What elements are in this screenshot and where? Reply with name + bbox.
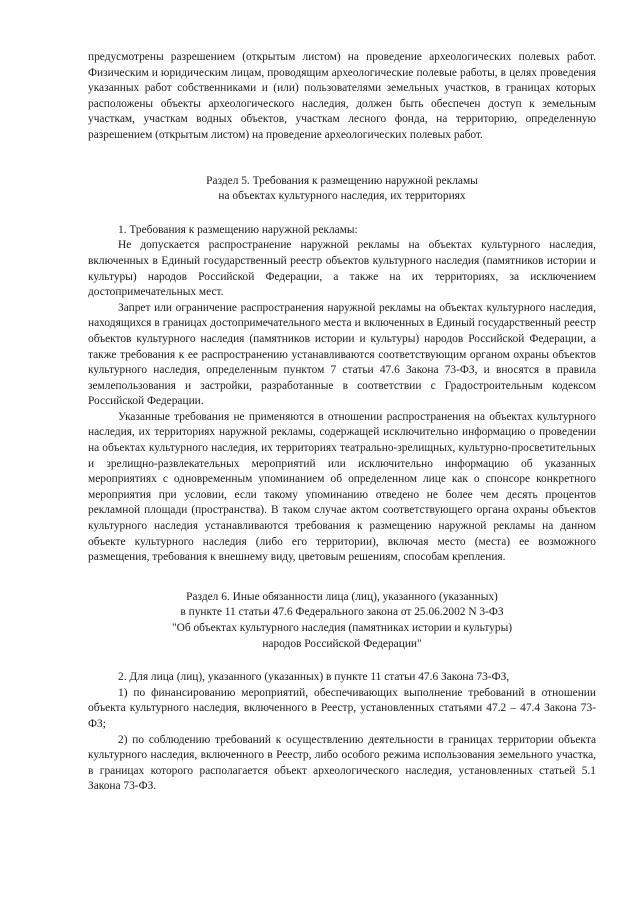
section5-title-line2: на объектах культурного наследия, их территориях	[218, 190, 466, 203]
section6-title-line3: "Об объектах культурного наследия (памятниках истории и культуры)	[171, 622, 513, 634]
intro-paragraph: предусмотрены разрешением (открытым листом) на проведение археологических полевых работ. Физическим и юридическим лицам, проводящим археологические полевые работы, в целях проведения указанных работ собственниками и (или) пользователями земельных участков, в границах которых расположены объекты археологического наследия, должен быть обеспечен доступ к земельным участкам, участкам водных объектов, участкам лесного фонда, на территорию, определенную разрешением (открытым листом) на проведение археологических полевых работ.	[88, 51, 596, 141]
section6-title-line2: в пункте 11 статьи 47.6 Федерального закона от 25.06.2002 N 3-ФЗ	[180, 606, 504, 619]
section6-item2: 2. Для лица (лиц), указанного (указанных) в пункте 11 статьи 47.6 Закона 73-ФЗ,	[118, 671, 510, 684]
section6-subitem-1: 1) по финансированию мероприятий, обеспечивающих выполнение требований в отношении объекта культурного наследия, включенного в Реестр, установленных статьями 47.2 – 47.4 Закона 73-ФЗ;	[88, 686, 596, 730]
section5-heading	[88, 174, 596, 205]
section5-title-line1: Раздел 5. Требования к размещению наружной рекламы	[206, 174, 478, 187]
section6-title-line1: Раздел 6. Иные обязанности лица (лиц), указанного (указанных)	[186, 590, 498, 603]
section5-paragraph-1: Не допускается распространение наружной рекламы на объектах культурного наследия, включенных в Единый государственный реестр объектов культурного наследия (памятников истории и культуры) народов Российской Федерации, а также на их территориях, за исключением достопримечательных мест.	[88, 239, 596, 299]
section5-paragraph-3: Указанные требования не применяются в отношении распространения на объектах культурного наследия, их территориях наружной рекламы, содержащей исключительно информацию о проведении на объектах культурного наследия, их территориях театрально-зрелищных, культурно-просветительных и зрелищно-развлекательных мероприятий или исключительно информацию об указанных мероприятиях с одновременным упоминанием об определенном лице как о спонсоре конкретного мероприятия при условии, если такому упоминанию отведено не более чем десять процентов рекламной площади (пространства). В таком случае актом соответствующего органа охраны объектов культурного наследия устанавливаются требования к размещению наружной рекламы на данном объекте культурного наследия (либо его территории), включая место (места) ее возможного размещения, требования к внешнему виду, цветовым решениям, способам крепления.	[88, 410, 596, 564]
section6-subitem-2: 2) по соблюдению требований к осуществлению деятельности в границах территории объекта культурного наследия, включенного в Реестр, либо особого режима использования земельного участка, в границах которого располагается объект археологического наследия, установленных статьей 5.1 Закона 73-ФЗ.	[88, 733, 596, 793]
section5-paragraph-2: Запрет или ограничение распространения наружной рекламы на объектах культурного наследия, находящихся в границах достопримечательного места и включенных в Единый государственный реестр объектов культурного наследия (памятников истории и культуры) народов Российской Федерации, а также требования к ее распространению устанавливаются соответствующим органом охраны объектов культурного наследия, определенным пунктом 7 статьи 47.6 Закона 73-ФЗ, и вносятся в правила землепользования и застройки, разработанные в соответствии с Градостроительным кодексом Российской Федерации.	[88, 301, 596, 408]
document-page	[88, 50, 596, 795]
section5-item1: 1. Требования к размещению наружной рекламы:	[118, 223, 358, 236]
section6-title-line4: народов Российской Федерации"	[262, 637, 422, 650]
section6-heading	[88, 590, 596, 652]
